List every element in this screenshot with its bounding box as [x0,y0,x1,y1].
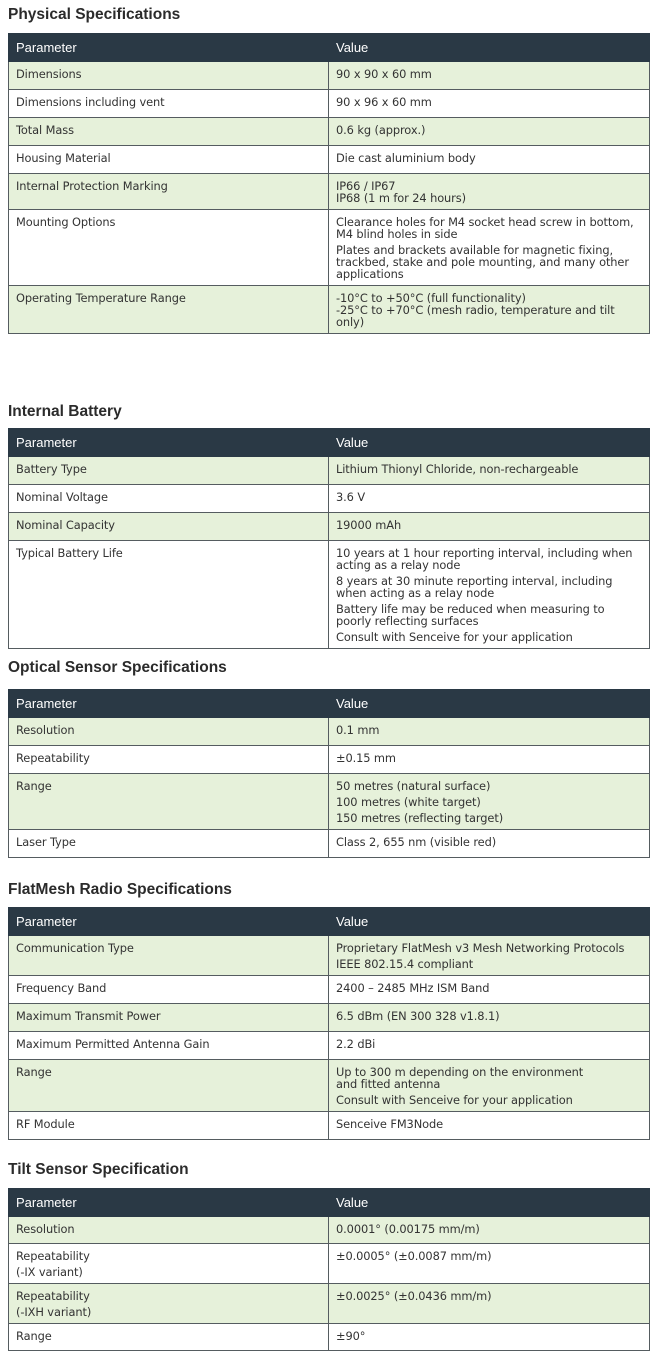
value-text: 2400 – 2485 MHz ISM Band [336,981,490,995]
table-row [9,1112,650,1140]
value-text: 6.5 dBm (EN 300 328 v1.8.1) [336,1009,500,1023]
value-cell [329,118,650,146]
section-flatmesh-radio-specifications [8,878,649,1140]
value-cell [329,830,650,858]
value-text: 8 years at 30 minute reporting interval, including when acting as a relay node [336,574,613,600]
param-text: Nominal Voltage [16,490,108,504]
param-cell [9,174,329,210]
value-cell [329,90,650,118]
value-text: Consult with Senceive for your application [336,630,573,644]
table-row [9,62,650,90]
value-text: 19000 mAh [336,518,402,532]
param-cell [9,146,329,174]
table-row [9,746,650,774]
param-cell [9,746,329,774]
value-cell [329,210,650,286]
column-header-parameter: Parameter [9,690,329,718]
spec-table [8,428,650,649]
param-cell [9,118,329,146]
param-cell [9,210,329,286]
spec-table [8,33,650,334]
param-cell [9,1217,329,1244]
table-row [9,1324,650,1351]
param-cell [9,1004,329,1032]
value-text: 90 x 90 x 60 mm [336,67,432,81]
param-cell [9,718,329,746]
value-text: 10 years at 1 hour reporting interval, including when acting as a relay node [336,546,633,572]
value-text: 150 metres (reflecting target) [336,811,504,825]
section-title: Tilt Sensor Specification [8,1161,189,1178]
value-cell [329,1112,650,1140]
param-text: Resolution [16,723,75,737]
value-text: 100 metres (white target) [336,795,481,809]
param-cell [9,1032,329,1060]
value-text: Up to 300 m depending on the environment and fitted antenna [336,1065,584,1091]
table-row [9,1217,650,1244]
section-title: FlatMesh Radio Specifications [8,881,232,898]
value-text: IEEE 802.15.4 compliant [336,957,474,971]
param-text: Repeatability [16,1249,90,1263]
param-text: Housing Material [16,151,111,165]
table-row [9,1244,650,1284]
section-title: Optical Sensor Specifications [8,659,227,676]
param-text: Range [16,779,52,793]
param-cell [9,774,329,830]
value-cell [329,541,650,649]
value-text: Senceive FM3Node [336,1117,444,1131]
value-text: 0.6 kg (approx.) [336,123,426,137]
value-cell [329,146,650,174]
param-cell [9,62,329,90]
table-row [9,146,650,174]
table-row [9,541,650,649]
value-text: Clearance holes for M4 socket head screw in bottom, M4 blind holes in side [336,215,634,241]
param-text: (-IXH variant) [16,1305,92,1319]
value-cell [329,936,650,976]
section-title: Physical Specifications [8,6,181,23]
table-row [9,174,650,210]
param-text: (-IX variant) [16,1265,83,1279]
param-text: Laser Type [16,835,76,849]
column-header-parameter: Parameter [9,1189,329,1217]
param-text: Total Mass [16,123,74,137]
value-cell [329,1284,650,1324]
value-text: 0.1 mm [336,723,380,737]
param-text: Battery Type [16,462,87,476]
value-text: Die cast aluminium body [336,151,476,165]
column-header-value: Value [329,429,650,457]
param-cell [9,1112,329,1140]
table-row [9,457,650,485]
column-header-value: Value [329,1189,650,1217]
param-text: Internal Protection Marking [16,179,168,193]
value-text: 2.2 dBi [336,1037,376,1051]
value-cell [329,718,650,746]
value-cell [329,1060,650,1112]
section-physical-specifications [8,3,649,334]
param-cell [9,936,329,976]
value-text: ±90° [336,1329,366,1343]
value-text: Battery life may be reduced when measuring to poorly reflecting surfaces [336,602,605,628]
column-header-parameter: Parameter [9,908,329,936]
value-text: IP66 / IP67 IP68 (1 m for 24 hours) [336,179,466,205]
param-text: Operating Temperature Range [16,291,186,305]
param-cell [9,1284,329,1324]
value-cell [329,774,650,830]
value-cell [329,485,650,513]
param-cell [9,1244,329,1284]
table-header-row [9,1189,650,1217]
value-cell [329,174,650,210]
value-cell [329,286,650,334]
value-cell [329,1004,650,1032]
param-text: Range [16,1065,52,1079]
table-row [9,485,650,513]
value-cell [329,1217,650,1244]
table-row [9,286,650,334]
value-text: Plates and brackets available for magnetic fixing, trackbed, stake and pole mounting, and many other applications [336,243,629,281]
value-text: 3.6 V [336,490,366,504]
param-cell [9,830,329,858]
value-text: Proprietary FlatMesh v3 Mesh Networking Protocols [336,941,625,955]
value-text: ±0.0025° (±0.0436 mm/m) [336,1289,492,1303]
column-header-value: Value [329,908,650,936]
param-cell [9,286,329,334]
value-cell [329,513,650,541]
table-row [9,718,650,746]
table-row [9,774,650,830]
param-cell [9,90,329,118]
column-header-parameter: Parameter [9,34,329,62]
param-text: Nominal Capacity [16,518,115,532]
value-text: Lithium Thionyl Chloride, non-rechargeable [336,462,579,476]
table-header-row [9,908,650,936]
table-row [9,1004,650,1032]
value-cell [329,1244,650,1284]
param-text: Frequency Band [16,981,107,995]
table-header-row [9,429,650,457]
table-row [9,1060,650,1112]
param-cell [9,457,329,485]
spec-table [8,1188,650,1351]
value-text: Class 2, 655 nm (visible red) [336,835,497,849]
param-text: Maximum Transmit Power [16,1009,161,1023]
spec-table [8,689,650,858]
param-text: Mounting Options [16,215,116,229]
section-optical-sensor-specifications [8,656,649,858]
param-cell [9,1060,329,1112]
param-text: Repeatability [16,751,90,765]
param-text: Resolution [16,1222,75,1236]
param-text: Dimensions [16,67,82,81]
table-row [9,118,650,146]
table-row [9,1284,650,1324]
value-text: 90 x 96 x 60 mm [336,95,432,109]
table-row [9,90,650,118]
value-cell [329,1324,650,1351]
param-cell [9,485,329,513]
param-cell [9,513,329,541]
section-internal-battery [8,400,649,649]
value-cell [329,1032,650,1060]
param-text: Range [16,1329,52,1343]
param-cell [9,976,329,1004]
column-header-value: Value [329,34,650,62]
param-cell [9,1324,329,1351]
table-header-row [9,34,650,62]
value-cell [329,457,650,485]
value-text: -10°C to +50°C (full functionality) -25°C to +70°C (mesh radio, temperature and tilt only) [336,291,615,329]
param-text: Typical Battery Life [16,546,123,560]
table-row [9,976,650,1004]
param-text: Communication Type [16,941,134,955]
table-row [9,936,650,976]
value-text: ±0.0005° (±0.0087 mm/m) [336,1249,492,1263]
value-text: 50 metres (natural surface) [336,779,491,793]
spec-table [8,907,650,1140]
param-text: RF Module [16,1117,75,1131]
param-text: Dimensions including vent [16,95,165,109]
column-header-value: Value [329,690,650,718]
value-cell [329,976,650,1004]
param-cell [9,541,329,649]
table-row [9,210,650,286]
value-cell [329,746,650,774]
value-cell [329,62,650,90]
section-title: Internal Battery [8,403,122,420]
value-text: ±0.15 mm [336,751,396,765]
table-row [9,830,650,858]
table-row [9,513,650,541]
param-text: Maximum Permitted Antenna Gain [16,1037,210,1051]
param-text: Repeatability [16,1289,90,1303]
table-row [9,1032,650,1060]
value-text: 0.0001° (0.00175 mm/m) [336,1222,480,1236]
value-text: Consult with Senceive for your application [336,1093,573,1107]
column-header-parameter: Parameter [9,429,329,457]
section-tilt-sensor-specification [8,1158,649,1351]
table-header-row [9,690,650,718]
